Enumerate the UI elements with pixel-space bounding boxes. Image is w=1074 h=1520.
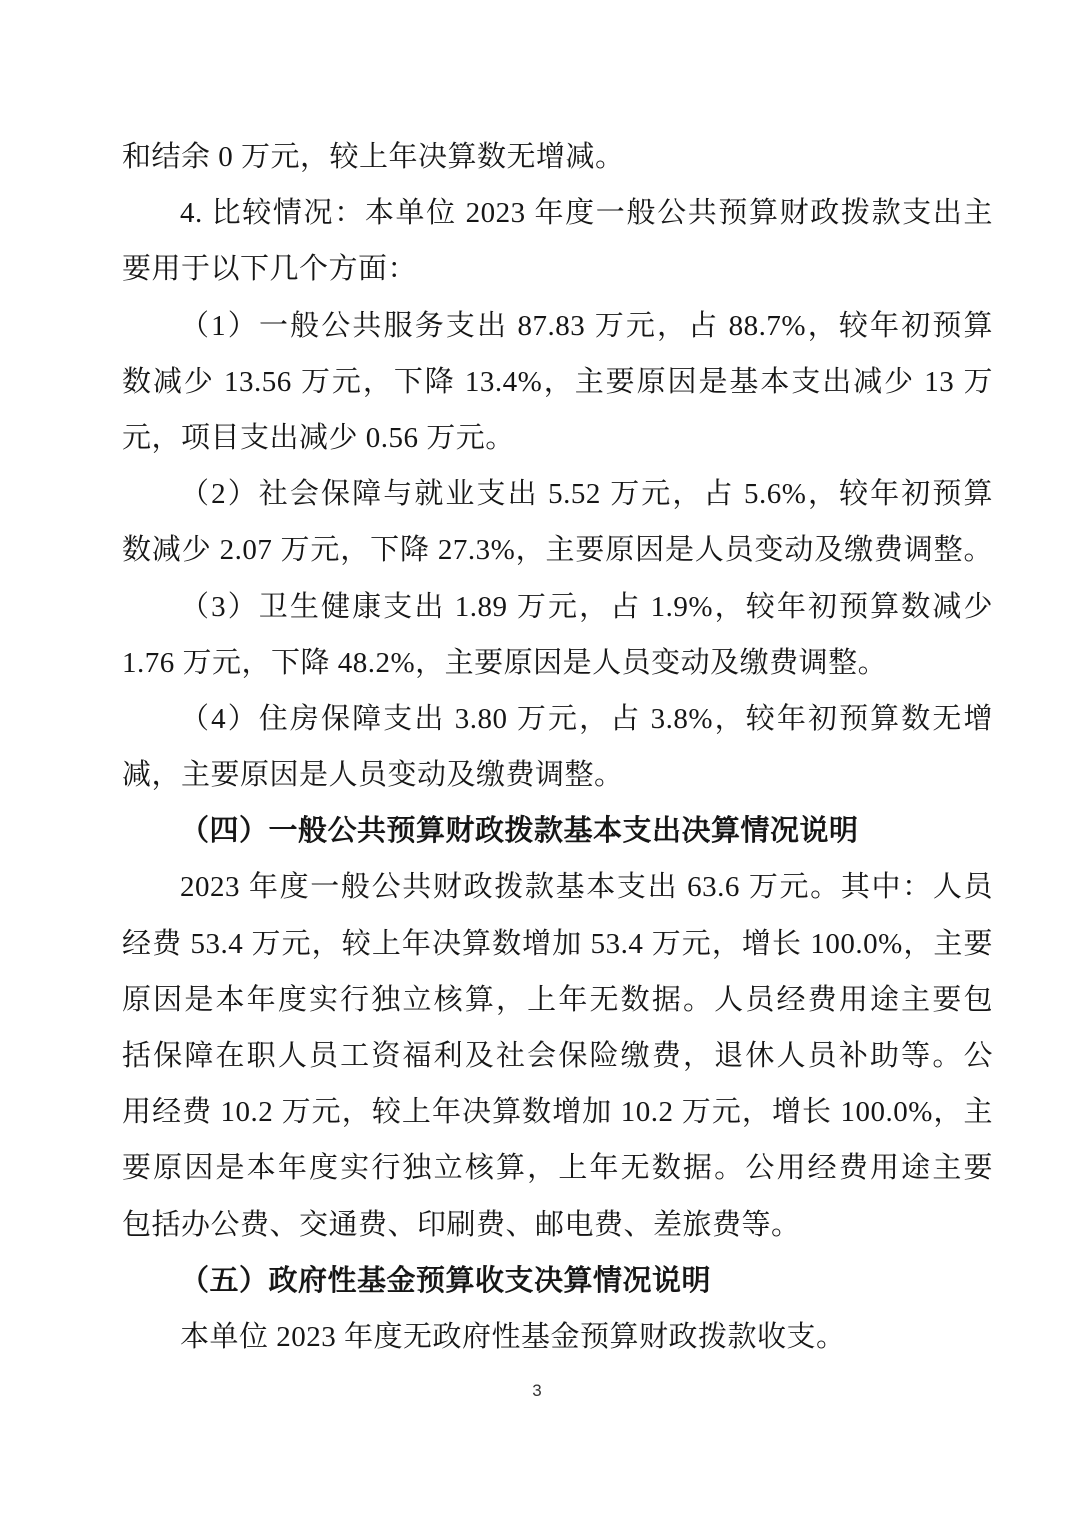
text-line: （2）社会保障与就业支出 5.52 万元，占 5.6%，较年初预算 [180,478,993,511]
section-heading: （五）政府性基金预算收支决算情况说明 [180,1264,712,1297]
text-line: 经费 53.4 万元，较上年决算数增加 53.4 万元，增长 100.0%，主要 [122,927,993,960]
text-line: 括保障在职人员工资福利及社会保险缴费，退休人员补助等。公 [122,1040,993,1072]
text-line: 元，项目支出减少 0.56 万元。 [122,421,515,454]
document-body [122,129,993,1365]
text-line: 本单位 2023 年度无政府性基金预算财政拨款收支。 [180,1320,846,1353]
text-line: （4）住房保障支出 3.80 万元，占 3.8%，较年初预算数无增 [180,702,993,735]
text-line: 和结余 0 万元，较上年决算数无增减。 [122,141,625,173]
text-line: 要原因是本年度实行独立核算，上年无数据。公用经费用途主要 [122,1152,993,1185]
text-line: 数减少 13.56 万元，下降 13.4%，主要原因是基本支出减少 13 万 [122,365,993,398]
text-line: 原因是本年度实行独立核算，上年无数据。人员经费用途主要包 [122,983,993,1016]
text-line: 用经费 10.2 万元，较上年决算数增加 10.2 万元，增长 100.0%，主 [122,1096,993,1129]
text-line: （1）一般公共服务支出 87.83 万元，占 88.7%，较年初预算 [180,309,993,342]
text-line: 1.76 万元，下降 48.2%，主要原因是人员变动及缴费调整。 [122,646,888,679]
text-line: 数减少 2.07 万元，下降 27.3%，主要原因是人员变动及缴费调整。 [122,534,993,567]
page-number: 3 [532,1381,542,1400]
text-line: 包括办公费、交通费、印刷费、邮电费、差旅费等。 [122,1208,801,1241]
text-line: （3）卫生健康支出 1.89 万元，占 1.9%，较年初预算数减少 [180,590,993,623]
text-line: 2023 年度一般公共财政拨款基本支出 63.6 万元。其中：人员 [180,871,993,904]
section-heading: （四）一般公共预算财政拨款基本支出决算情况说明 [180,815,859,848]
text-line: 要用于以下几个方面： [122,253,418,286]
text-line: 4. 比较情况：本单位 2023 年度一般公共预算财政拨款支出主 [180,197,993,230]
text-line: 减，主要原因是人员变动及缴费调整。 [122,759,624,792]
